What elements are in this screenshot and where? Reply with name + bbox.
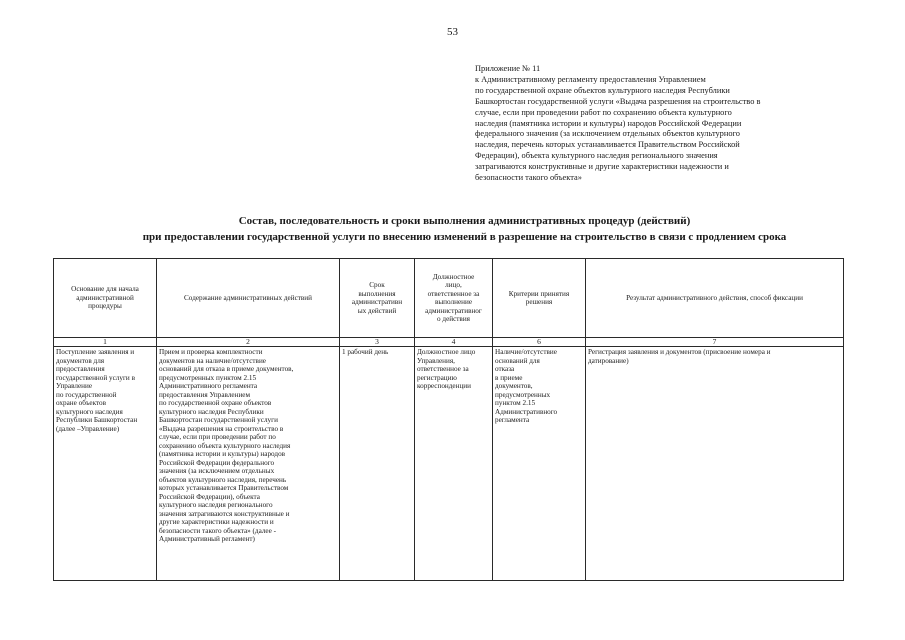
header-deadline: Срок выполнения административн ых действий <box>340 259 415 338</box>
column-number: 2 <box>157 338 340 347</box>
cell-official: Должностное лицо Управления, ответственное за регистрацию корреспонденции <box>415 347 493 581</box>
table-header-row <box>54 259 844 338</box>
column-number: 1 <box>54 338 157 347</box>
header-basis: Основание для начала административной процедуры <box>54 259 157 338</box>
header-content: Содержание административных действий <box>157 259 340 338</box>
header-result: Результат административного действия, способ фиксации <box>586 259 844 338</box>
document-title: Состав, последовательность и сроки выполнения административных процедур (действий) <box>238 215 691 227</box>
appendix-line: Башкортостан государственной услуги «Выдача разрешения на строительство в <box>475 96 761 106</box>
column-number: 7 <box>586 338 844 347</box>
column-number: 3 <box>340 338 415 347</box>
appendix-line: случае, если при проведении работ по сохранению объекта культурного <box>475 107 732 117</box>
appendix-line: наследия (памятника истории и культуры) народов Российской Федерации <box>475 118 742 128</box>
header-official: Должностное лицо, ответственное за выполнение административног о действия <box>415 259 493 338</box>
page-number: 53 <box>447 26 458 38</box>
appendix-line: по государственной охране объектов культурного наследия Республики <box>475 85 730 95</box>
table-number-row <box>54 338 844 347</box>
appendix-caption <box>475 64 845 184</box>
table-row <box>54 347 844 581</box>
header-criteria: Критерии принятия решения <box>493 259 586 338</box>
appendix-line: затрагиваются конструктивные и другие характеристики надежности и <box>475 162 729 172</box>
appendix-line: безопасности такого объекта» <box>475 173 582 183</box>
appendix-line: Приложение № 11 <box>475 64 541 73</box>
column-number: 6 <box>493 338 586 347</box>
column-number: 4 <box>415 338 493 347</box>
cell-criteria: Наличие/отсутствие оснований для отказа в приеме документов, предусмотренных пунктом 2.15 Административного регламента <box>493 347 586 581</box>
appendix-line: к Административному регламенту предоставления Управлением <box>475 74 706 84</box>
procedures-table <box>53 258 844 581</box>
cell-deadline: 1 рабочий день <box>340 347 415 581</box>
cell-basis: Поступление заявления и документов для предоставления государственной услуги в Управление по государственной охране объектов культурного наследия Республики Башкортостан (далее –Управление) <box>54 347 157 581</box>
document-subtitle: при предоставлении государственной услуги по внесению изменений в разрешение на строительство в связи с продлением срока <box>142 231 787 243</box>
cell-content: Прием и проверка комплектности документов на наличие/отсутствие оснований для отказа в приеме документов, предусмотренных пунктом 2.15 Административного регламента предоставления Управлением по государственной охране объектов культурного наследия Республики Башкортостан государственной услуги «Выдача разрешения на строительство в случае, если при проведении работ по сохранению объекта культурного наследия (памятника истории и культуры) народов Российской Федерации федерального значения (за исключением отдельных объектов культурного наследия, перечень которых устанавливается Правительством Российской Федерации), объекта культурного наследия регионального значения затрагиваются конструктивные и другие характеристики надежности и безопасности такого объекта» (далее - Административный регламент) <box>157 347 340 581</box>
appendix-line: федерального значения (за исключением отдельных объектов культурного <box>475 129 740 139</box>
cell-result: Регистрация заявления и документов (присвоение номера и датирование) <box>586 347 844 581</box>
appendix-line: наследия, перечень которых устанавливается Правительством Российской <box>475 140 740 150</box>
appendix-line: Федерации), объекта культурного наследия регионального значения <box>475 151 718 161</box>
